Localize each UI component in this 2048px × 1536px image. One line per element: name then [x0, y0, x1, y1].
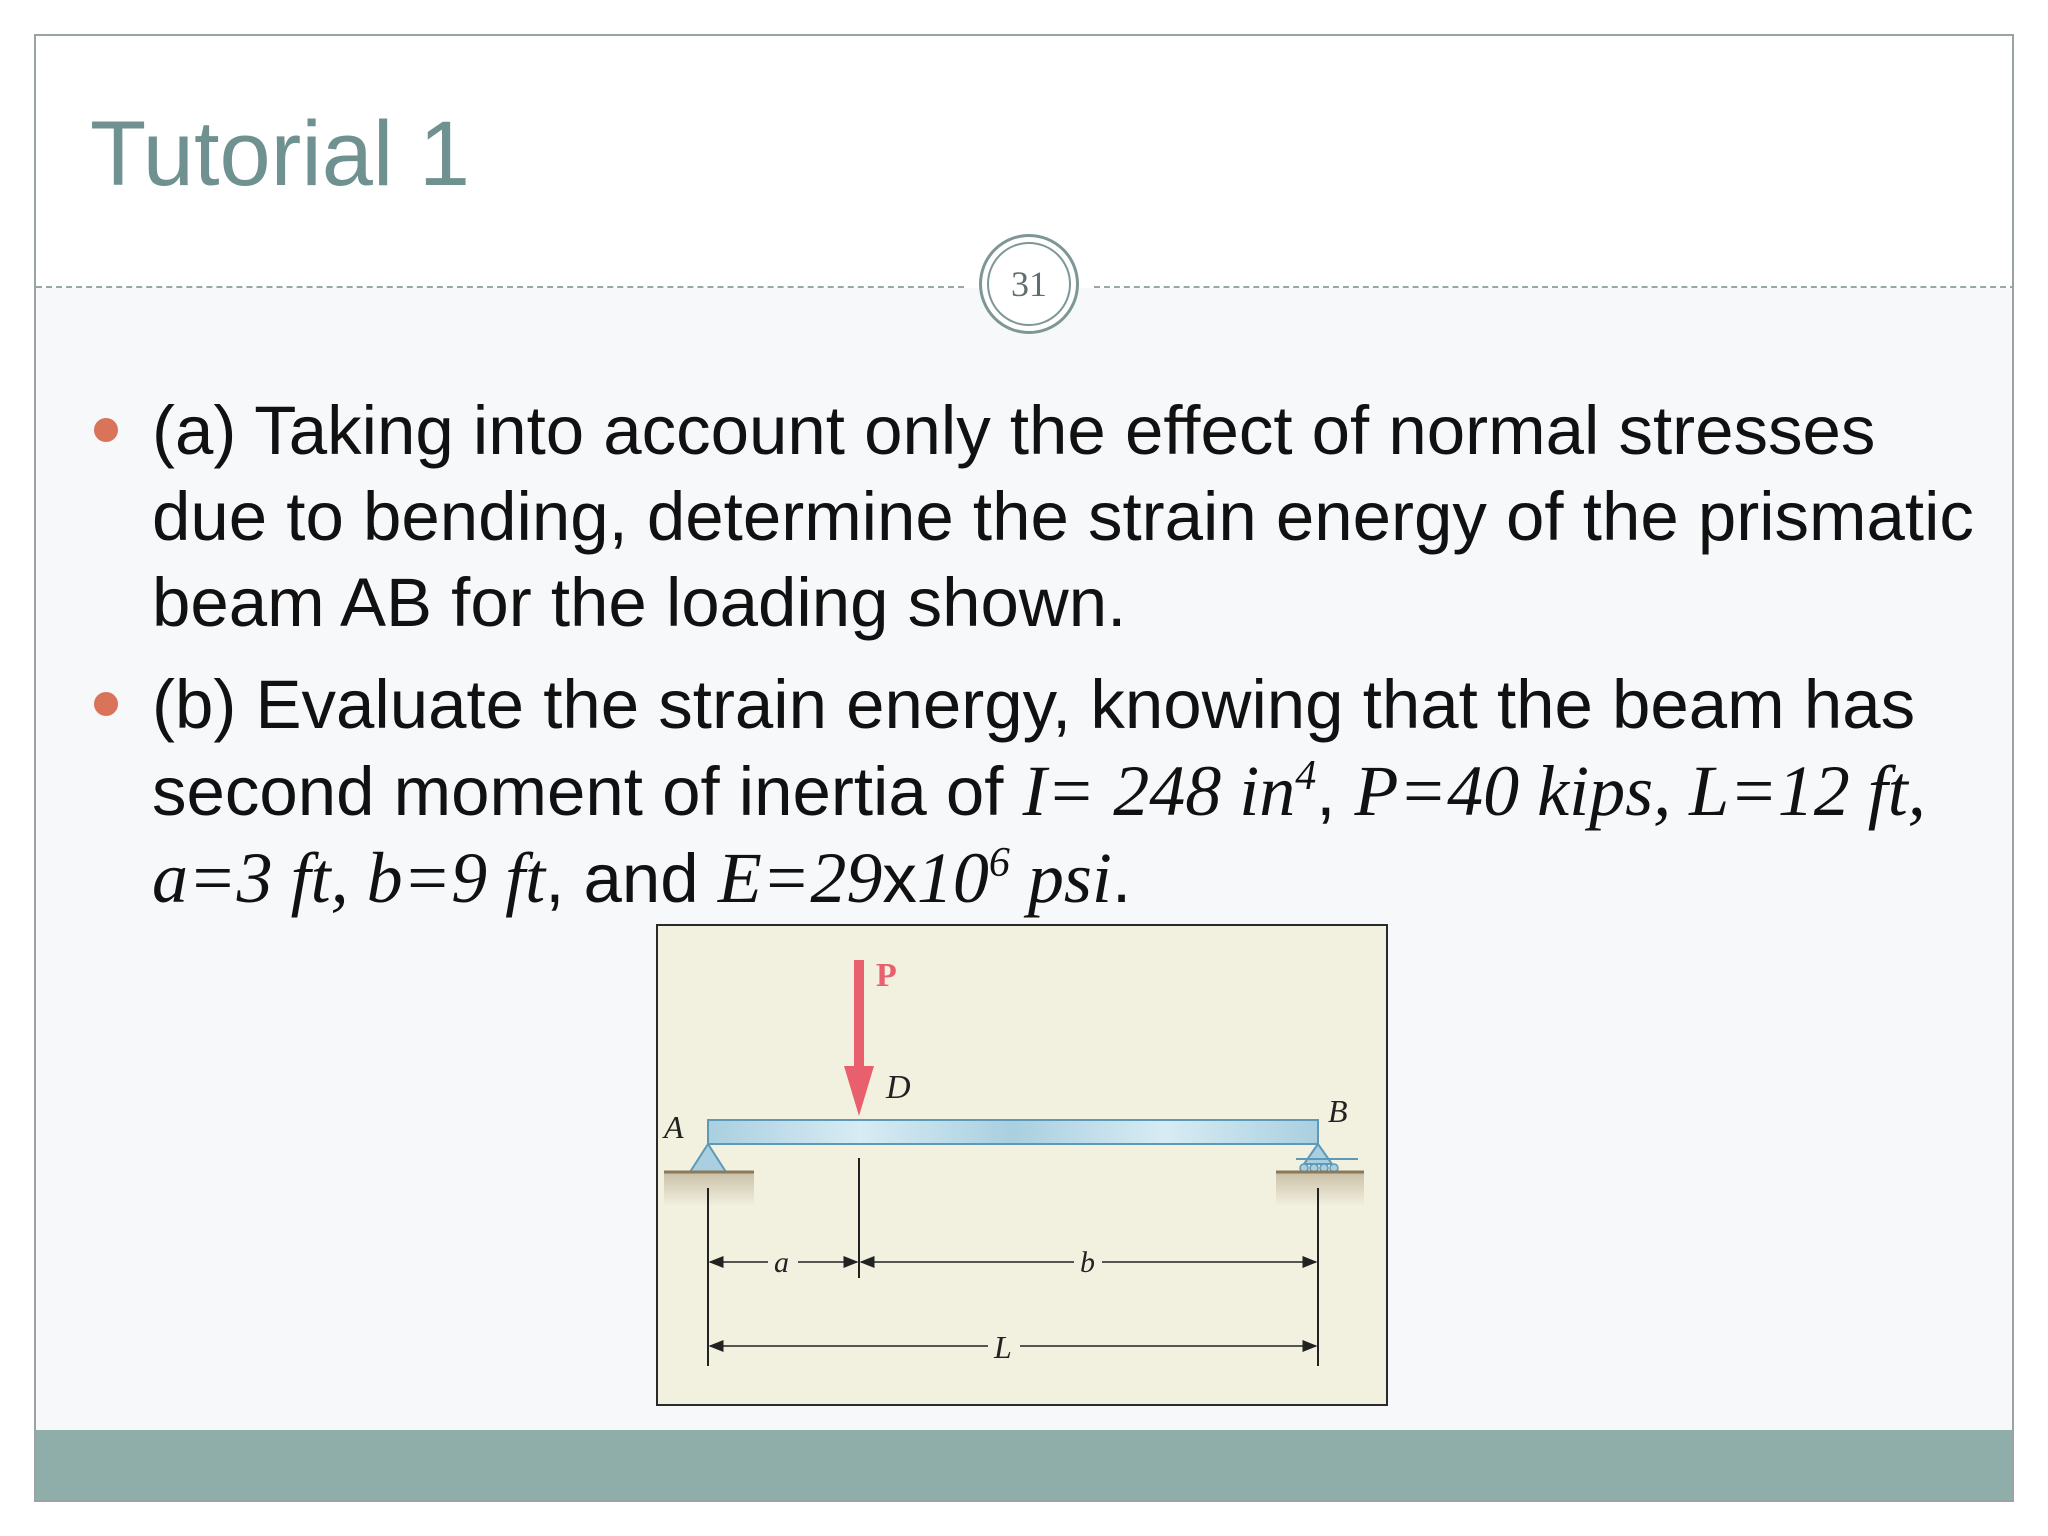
bullet-item-a [152, 388, 1982, 646]
beam-figure [656, 924, 1388, 1406]
dimension-l-label: L [994, 1329, 1012, 1365]
header-divider-right [1094, 286, 2014, 288]
bullet-dot-icon [94, 418, 118, 442]
separator: , [1316, 753, 1355, 830]
point-a-label: A [664, 1109, 684, 1145]
point-b-label: B [1328, 1093, 1348, 1129]
times-sign: x [882, 840, 917, 917]
modulus-exponent: 6 [988, 840, 1010, 886]
roller-support-icon [1276, 1144, 1364, 1206]
load-and-dimensions: P=40 kips, L=12 ft, a=3 ft, b=9 ft [152, 751, 1926, 918]
load-label: P [876, 957, 897, 994]
bullet-item-b [152, 662, 1982, 922]
moment-of-inertia: I= 248 in [1022, 751, 1296, 831]
beam-diagram [658, 926, 1386, 1404]
and-text: , and [545, 840, 718, 917]
header-divider-left [36, 286, 964, 288]
slide [34, 34, 2014, 1502]
inertia-exponent: 4 [1295, 753, 1317, 799]
bullet-b-prefix: (b) Evaluate the strain energy, knowing that the beam has second moment of inertia of [152, 666, 1916, 830]
bullet-dot-icon [94, 692, 118, 716]
point-d-label: D [886, 1069, 911, 1106]
dimension-b-label: b [1080, 1246, 1095, 1279]
modulus-prefix: E=29 [717, 838, 883, 918]
beam [708, 1120, 1318, 1144]
load-arrow-icon [844, 960, 874, 1116]
dimension-a-label: a [774, 1246, 789, 1279]
page-number-badge [979, 234, 1079, 334]
modulus-base: 10 [916, 838, 989, 918]
footer-bar [36, 1430, 2012, 1500]
bullet-a-text: (a) Taking into account only the effect of normal stresses due to bending, determine the strain energy of the prismatic beam AB for the loading shown. [152, 392, 1974, 641]
slide-title: Tutorial 1 [90, 103, 471, 205]
modulus-unit: psi [1009, 838, 1112, 918]
period: . [1111, 840, 1132, 917]
page-number: 31 [987, 242, 1071, 326]
